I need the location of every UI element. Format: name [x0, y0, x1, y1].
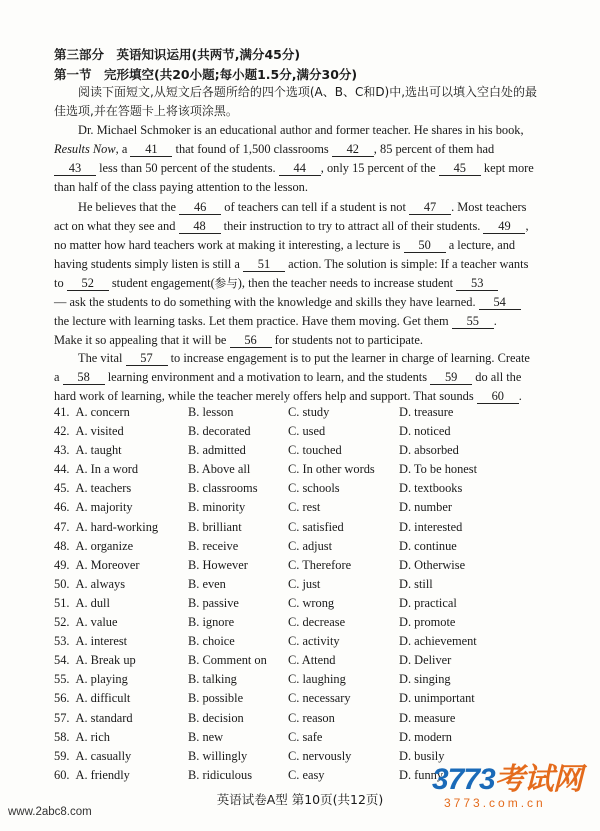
text: do all the [475, 370, 522, 384]
section-title: 第三部分 英语知识运用(共两节,满分45分) [54, 47, 301, 62]
section-subtitle: 第一节 完形填空(共20小题;每小题1.5分,满分30分) [54, 67, 358, 82]
blank-49: 49 [483, 219, 525, 234]
question-number: 46. [54, 500, 70, 515]
passage-line [54, 217, 544, 236]
book-title: Results Now [54, 142, 116, 156]
text: Dr. Michael Schmoker is an educational author and former teacher. He shares in his book, [78, 123, 524, 137]
option-row [54, 481, 554, 500]
text: having students simply listen is still a [54, 257, 240, 271]
option-b: B. talking [188, 672, 237, 687]
passage-paragraph-1 [54, 121, 544, 197]
text: for students not to participate. [274, 333, 423, 347]
option-c: C. rest [288, 500, 321, 515]
option-c: C. laughing [288, 672, 346, 687]
option-d: D. interested [399, 519, 463, 534]
option-a [54, 500, 133, 515]
question-number: 47. [54, 519, 70, 534]
option-b: B. However [188, 557, 248, 572]
option-row [54, 653, 554, 672]
instructions: 阅读下面短文,从短文后各题所给的四个选项(A、B、C和D)中,选出可以填入空白处的最佳选项,并在答题卡上将该项涂黑。 [54, 85, 538, 118]
watermark-cn: 考试网 [494, 763, 582, 796]
option-a [54, 405, 130, 420]
option-c: C. schools [288, 481, 340, 496]
question-number: 60. [54, 767, 70, 782]
option-text: A. teachers [75, 481, 132, 496]
option-a [54, 653, 136, 668]
text: to increase engagement is to put the learner in charge of learning. Create [170, 351, 530, 365]
option-c: C. In other words [288, 462, 375, 477]
passage-line [54, 121, 544, 140]
option-b: B. even [188, 576, 226, 591]
text: a lecture, and [448, 238, 516, 252]
option-c: C. just [288, 576, 321, 591]
text: action. The solution is simple: If a teacher wants [288, 257, 529, 271]
passage-line [54, 159, 544, 178]
blank-41: 41 [130, 142, 172, 157]
blank-55: 55 [452, 314, 494, 329]
option-text: A. Break up [75, 653, 136, 668]
text: their instruction to try to attract all of their students. [223, 219, 481, 233]
question-number: 50. [54, 576, 70, 591]
text: Make it so appealing that it will be [54, 333, 227, 347]
watermark-brand [432, 764, 592, 796]
option-c: C. satisfied [288, 519, 344, 534]
blank-42: 42 [332, 142, 374, 157]
question-number: 45. [54, 481, 70, 496]
option-d: D. treasure [399, 405, 454, 419]
blank-48: 48 [179, 219, 221, 234]
option-text: A. difficult [75, 691, 131, 706]
question-number: 59. [54, 748, 70, 763]
text: student engagement( [111, 276, 215, 290]
option-a [54, 443, 122, 458]
question-number: 42. [54, 424, 70, 439]
blank-46: 46 [179, 200, 221, 215]
passage-paragraph-2 [54, 198, 544, 350]
option-c: C. necessary [288, 691, 351, 706]
option-a [54, 424, 124, 439]
text: kept more [483, 161, 534, 175]
passage-line [54, 387, 544, 406]
option-row [54, 577, 554, 596]
option-a [54, 691, 130, 706]
option-d: D. textbooks [399, 481, 463, 496]
option-row [54, 615, 554, 634]
question-number: 43. [54, 443, 70, 458]
option-row [54, 672, 554, 691]
option-c: C. study [288, 405, 330, 419]
passage-line [54, 140, 544, 159]
options-list [54, 405, 554, 787]
text: act on what they see and [54, 219, 176, 233]
text: less than 50 percent of the students. [99, 161, 276, 175]
option-row [54, 596, 554, 615]
option-c: C. used [288, 424, 326, 439]
option-text: A. always [75, 576, 126, 591]
option-a [54, 672, 128, 687]
option-b: B. receive [188, 538, 239, 553]
option-b: B. passive [188, 595, 239, 610]
option-text: A. visited [75, 424, 124, 439]
option-a [54, 711, 133, 726]
option-b: B. lesson [188, 405, 234, 419]
passage-line [54, 368, 544, 387]
option-a [54, 462, 138, 477]
blank-59: 59 [430, 370, 472, 385]
option-text: A. organize [75, 538, 134, 553]
option-row [54, 634, 554, 653]
passage-line [54, 312, 544, 331]
option-d: D. noticed [399, 424, 451, 439]
option-d: D. still [399, 576, 433, 591]
option-text: A. hard-working [75, 519, 159, 534]
text: a [54, 370, 60, 384]
text: The vital [78, 351, 123, 365]
page-footer: 英语试卷A型 第10页(共12页) [216, 792, 384, 807]
option-b: B. decorated [188, 424, 251, 439]
option-text: A. friendly [75, 767, 130, 782]
text: hard work of learning, while the teacher merely offers help and support. That sounds [54, 389, 474, 403]
blank-44: 44 [279, 161, 321, 176]
option-d: D. funny [399, 767, 444, 782]
blank-54: 54 [479, 295, 521, 310]
option-c: C. safe [288, 729, 323, 744]
option-row [54, 691, 554, 710]
option-d: D. busily [399, 748, 445, 763]
option-c: C. reason [288, 710, 335, 725]
passage-line [54, 349, 544, 368]
option-d: D. To be honest [399, 462, 478, 477]
question-number: 51. [54, 595, 70, 610]
option-d: D. achievement [399, 634, 477, 649]
text: . [518, 389, 522, 403]
option-c: C. adjust [288, 538, 333, 553]
option-row [54, 539, 554, 558]
blank-50: 50 [404, 238, 446, 253]
option-a [54, 768, 130, 783]
option-a [54, 730, 110, 745]
option-text: A. Moreover [75, 557, 140, 572]
option-c: C. Attend [288, 653, 336, 668]
text: . [493, 314, 497, 328]
option-d: D. Otherwise [399, 557, 466, 572]
question-number: 44. [54, 462, 70, 477]
question-number: 41. [54, 405, 70, 419]
text: . Most teachers [451, 200, 527, 214]
text: , only 15 percent of the [320, 161, 436, 175]
question-number: 58. [54, 729, 70, 744]
option-b: B. willingly [188, 748, 248, 763]
question-number: 56. [54, 691, 70, 706]
option-b: B. Above all [188, 462, 251, 477]
site-url: www.2abc8.com [8, 806, 92, 818]
question-number: 49. [54, 557, 70, 572]
blank-57: 57 [126, 351, 168, 366]
blank-56: 56 [230, 333, 272, 348]
blank-51: 51 [243, 257, 285, 272]
blank-53: 53 [456, 276, 498, 291]
option-b: B. classrooms [188, 481, 258, 496]
option-b: B. ignore [188, 615, 235, 630]
option-c: C. Therefore [288, 557, 352, 572]
text: that found of 1,500 classrooms [175, 142, 329, 156]
question-number: 53. [54, 634, 70, 649]
option-a [54, 558, 140, 573]
option-a [54, 577, 125, 592]
option-d: D. modern [399, 729, 452, 744]
option-row [54, 730, 554, 749]
passage-line [54, 255, 544, 274]
passage-line [54, 236, 544, 255]
option-a [54, 539, 133, 554]
option-b: B. Comment on [188, 653, 267, 668]
text: than half of the class paying attention to the lesson. [54, 180, 308, 194]
option-c: C. nervously [288, 748, 352, 763]
question-number: 57. [54, 710, 70, 725]
option-a [54, 481, 131, 496]
watermark-url: 3773.com.cn [444, 796, 546, 810]
blank-43: 43 [54, 161, 96, 176]
blank-60: 60 [477, 389, 519, 404]
text: He believes that the [78, 200, 177, 214]
option-row [54, 405, 554, 424]
option-row [54, 558, 554, 577]
passage-paragraph-3 [54, 349, 544, 406]
option-d: D. practical [399, 595, 457, 610]
option-c: C. wrong [288, 595, 335, 610]
option-c: C. activity [288, 634, 340, 649]
option-text: A. concern [75, 405, 130, 419]
option-d: D. continue [399, 538, 457, 553]
option-b: B. admitted [188, 443, 246, 458]
blank-47: 47 [409, 200, 451, 215]
option-b: B. ridiculous [188, 767, 253, 782]
option-b: B. choice [188, 634, 235, 649]
option-b: B. brilliant [188, 519, 242, 534]
passage-line [54, 331, 544, 350]
text: — ask the students to do something with the knowledge and skills they have learned. [54, 295, 476, 309]
question-number: 54. [54, 653, 70, 668]
question-number: 52. [54, 615, 70, 630]
option-text: A. standard [75, 710, 133, 725]
option-b: B. possible [188, 691, 244, 706]
text: , a [115, 142, 128, 156]
option-a [54, 520, 158, 535]
blank-52: 52 [67, 276, 109, 291]
text: no matter how hard teachers work at making it interesting, a lecture is [54, 238, 401, 252]
text: learning environment and a motivation to learn, and the students [107, 370, 428, 384]
option-row [54, 443, 554, 462]
question-number: 48. [54, 538, 70, 553]
text: of teachers can tell if a student is not [224, 200, 406, 214]
option-b: B. new [188, 729, 224, 744]
option-text: A. In a word [75, 462, 139, 477]
option-a [54, 615, 117, 630]
watermark-number: 3773 [432, 763, 495, 796]
option-c: C. touched [288, 443, 342, 458]
option-row [54, 424, 554, 443]
option-c: C. easy [288, 767, 325, 782]
option-a [54, 749, 131, 764]
option-text: A. playing [75, 672, 128, 687]
passage-line [54, 274, 544, 293]
chinese-gloss: 参与 [214, 276, 238, 290]
option-d: D. absorbed [399, 443, 459, 458]
option-c: C. decrease [288, 615, 346, 630]
blank-58: 58 [63, 370, 105, 385]
blank-45: 45 [439, 161, 481, 176]
option-d: D. promote [399, 615, 456, 630]
option-d: D. singing [399, 672, 451, 687]
option-text: A. taught [75, 443, 122, 458]
option-row [54, 711, 554, 730]
text: to [54, 276, 64, 290]
passage-line [54, 293, 544, 312]
option-row [54, 462, 554, 481]
text: ), then the teacher needs to increase student [237, 276, 454, 290]
option-text: A. interest [75, 634, 128, 649]
option-text: A. value [75, 615, 118, 630]
text: , [525, 219, 529, 233]
option-row [54, 500, 554, 519]
option-d: D. number [399, 500, 452, 515]
option-b: B. minority [188, 500, 246, 515]
option-b: B. decision [188, 710, 244, 725]
option-d: D. measure [399, 710, 456, 725]
text: , 85 percent of them had [373, 142, 495, 156]
option-text: A. dull [75, 595, 110, 610]
option-d: D. Deliver [399, 653, 452, 668]
option-text: A. rich [75, 729, 110, 744]
option-a [54, 596, 110, 611]
option-text: A. casually [75, 748, 132, 763]
passage-line [54, 198, 544, 217]
option-a [54, 634, 127, 649]
question-number: 55. [54, 672, 70, 687]
text: the lecture with learning tasks. Let them practice. Have them moving. Get them [54, 314, 449, 328]
option-row [54, 520, 554, 539]
passage-line [54, 178, 544, 197]
option-text: A. majority [75, 500, 133, 515]
watermark-logo [432, 764, 592, 818]
option-d: D. unimportant [399, 691, 475, 706]
